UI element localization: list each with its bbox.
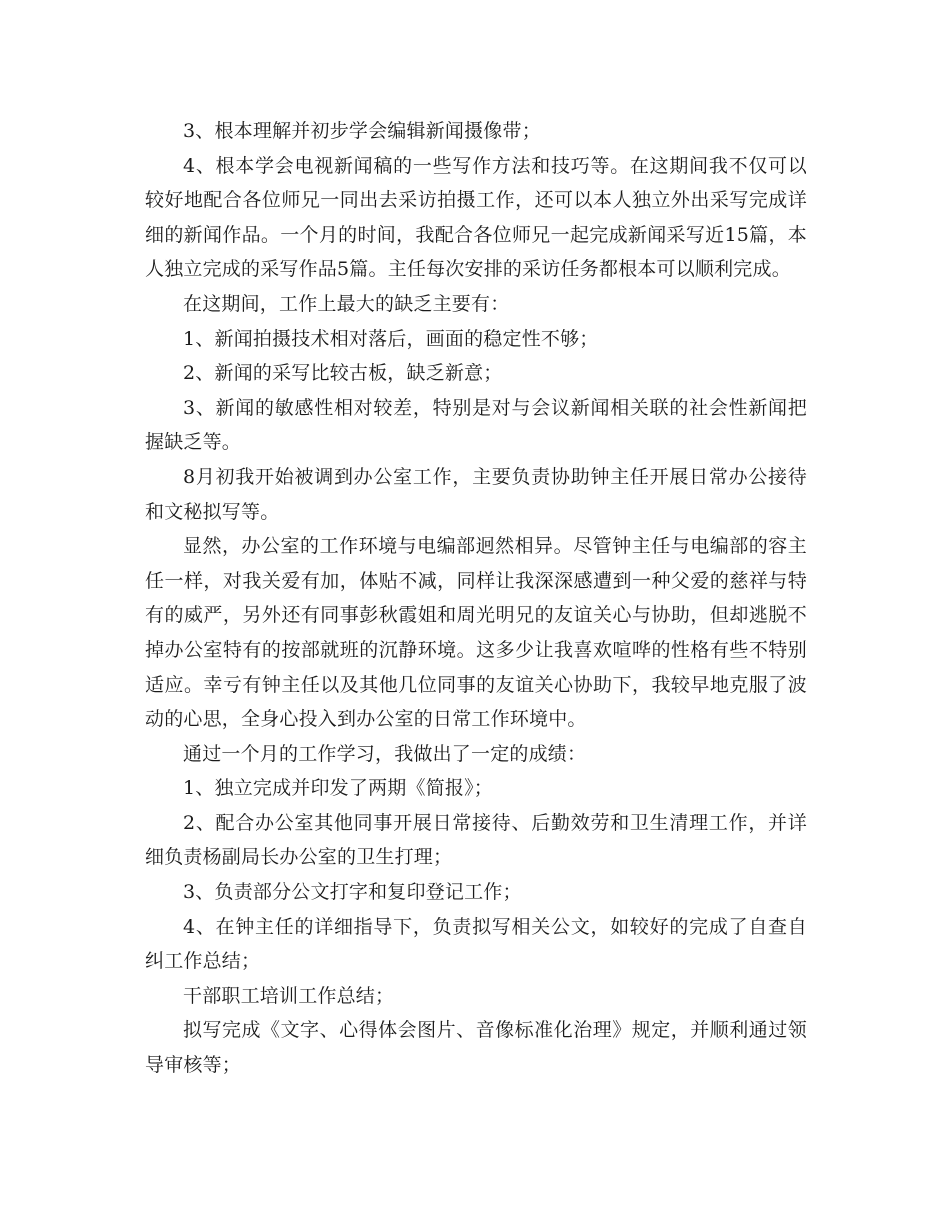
document-body	[145, 114, 807, 1083]
paragraph-4: 1、新闻拍摄技术相对落后，画面的稳定性不够；	[183, 327, 599, 350]
paragraph-6: 3、新闻的敏感性相对较差，特别是对与会议新闻相关联的社会性新闻把握缺乏等。	[145, 396, 807, 454]
paragraph-14: 干部职工培训工作总结；	[183, 984, 395, 1007]
paragraph-12: 3、负责部分公文打字和复印登记工作；	[183, 881, 522, 904]
paragraph-3: 在这期间，工作上最大的缺乏主要有：	[183, 292, 510, 315]
paragraph-13: 4、在钟主任的详细指导下，负责拟写相关公文，如较好的完成了自查自纠工作总结；	[145, 915, 807, 973]
paragraph-5: 2、新闻的采写比较古板，缺乏新意；	[183, 362, 503, 385]
paragraph-8: 显然，办公室的工作环境与电编部迥然相异。尽管钟主任与电编部的容主任一样，对我关爱有加，体贴不减，同样让我深深感遭到一种父爱的慈祥与特有的威严，另外还有同事彭秋霞姐和周光明兄的友谊关心与协助，但却逃脱不掉办公室特有的按部就班的沉静环境。这多少让我喜欢喧哗的性格有些不特别适应。幸亏有钟主任以及其他几位同事的友谊关心协助下，我较早地克服了波动的心思，全身心投入到办公室的日常工作环境中。	[145, 535, 807, 731]
paragraph-10: 1、独立完成并印发了两期《简报》；	[183, 777, 493, 800]
paragraph-15: 拟写完成《文字、心得体会图片、音像标准化治理》规定，并顺利通过领导审核等；	[145, 1019, 807, 1077]
paragraph-1: 3、根本理解并初步学会编辑新闻摄像带；	[183, 120, 541, 142]
paragraph-7: 8月初我开始被调到办公室工作，主要负责协助钟主任开展日常办公接待和文秘拟写等。	[145, 465, 807, 523]
paragraph-9: 通过一个月的工作学习，我做出了一定的成绩：	[183, 742, 587, 765]
paragraph-2: 4、根本学会电视新闻稿的一些写作方法和技巧等。在这期间我不仅可以较好地配合各位师兄一同出去采访拍摄工作，还可以本人独立外出采写完成详细的新闻作品。一个月的时间，我配合各位师兄一起完成新闻采写近15篇，本人独立完成的采写作品5篇。主任每次安排的采访任务都根本可以顺利完成。	[145, 154, 807, 281]
paragraph-11: 2、配合办公室其他同事开展日常接待、后勤效劳和卫生清理工作，并详细负责杨副局长办公室的卫生打理；	[145, 811, 807, 869]
